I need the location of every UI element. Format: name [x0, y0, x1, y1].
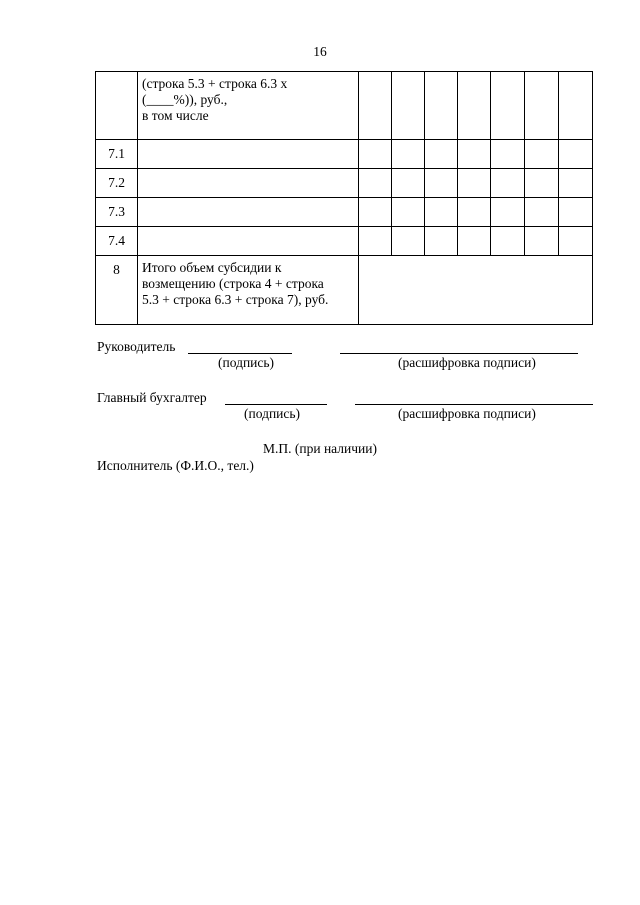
value-cell[interactable] — [491, 72, 525, 140]
value-cell[interactable] — [425, 72, 458, 140]
executor-label: Исполнитель (Ф.И.О., тел.) — [97, 458, 254, 473]
table-row — [96, 140, 593, 169]
row-number: 7.1 — [96, 140, 138, 169]
description-line: в том числе — [142, 108, 209, 123]
value-cell[interactable] — [425, 169, 458, 198]
value-cell[interactable] — [392, 227, 425, 256]
head-decode-caption: (расшифровка подписи) — [398, 355, 536, 370]
value-cell[interactable] — [392, 72, 425, 140]
description-line: 5.3 + строка 6.3 + строка 7), руб. — [142, 292, 329, 307]
description-line: (строка 5.3 + строка 6.3 х — [142, 76, 288, 91]
value-cell[interactable] — [559, 169, 593, 198]
row-number: 7.2 — [96, 169, 138, 198]
head-signature-caption: (подпись) — [218, 355, 275, 370]
table-row — [96, 72, 593, 140]
row-description — [138, 72, 359, 140]
row-description[interactable] — [138, 140, 359, 169]
head-signature-field[interactable] — [188, 353, 292, 354]
value-cell[interactable] — [559, 227, 593, 256]
value-cell[interactable] — [559, 198, 593, 227]
table-row — [96, 227, 593, 256]
head-label: Руководитель — [97, 339, 176, 354]
value-cell[interactable] — [392, 169, 425, 198]
value-cell[interactable] — [458, 227, 491, 256]
row-description[interactable] — [138, 227, 359, 256]
row-number: 8 — [96, 256, 138, 325]
value-cell[interactable] — [525, 169, 559, 198]
value-cell[interactable] — [359, 169, 392, 198]
value-cell[interactable] — [359, 198, 392, 227]
description-line: возмещению (строка 4 + строка — [142, 276, 324, 291]
value-cell[interactable] — [525, 72, 559, 140]
value-cell[interactable] — [425, 140, 458, 169]
table-row — [96, 198, 593, 227]
value-cell[interactable] — [525, 198, 559, 227]
description-line: Итого объем субсидии к — [142, 260, 282, 275]
row-number — [96, 72, 138, 140]
table-row — [96, 256, 593, 325]
value-cell[interactable] — [491, 198, 525, 227]
value-cell[interactable] — [359, 72, 392, 140]
value-cell[interactable] — [392, 198, 425, 227]
accountant-label: Главный бухгалтер — [97, 390, 207, 405]
table-row — [96, 169, 593, 198]
accountant-signature-field[interactable] — [225, 404, 327, 405]
value-cell[interactable] — [559, 72, 593, 140]
stamp-note: М.П. (при наличии) — [263, 441, 377, 456]
value-cell[interactable] — [458, 198, 491, 227]
row-number: 7.3 — [96, 198, 138, 227]
value-cell[interactable] — [392, 140, 425, 169]
row-description — [138, 256, 359, 325]
subsidy-table — [95, 71, 593, 325]
accountant-signature-caption: (подпись) — [244, 406, 301, 421]
value-cell[interactable] — [559, 140, 593, 169]
row-number: 7.4 — [96, 227, 138, 256]
row-description[interactable] — [138, 198, 359, 227]
value-cell[interactable] — [491, 227, 525, 256]
value-cell[interactable] — [359, 140, 392, 169]
head-decode-field[interactable] — [340, 353, 578, 354]
value-cell[interactable] — [525, 140, 559, 169]
value-cell[interactable] — [458, 169, 491, 198]
page-number: 16 — [313, 44, 327, 59]
value-cell[interactable] — [359, 227, 392, 256]
total-value-cell[interactable] — [359, 256, 593, 325]
value-cell[interactable] — [491, 169, 525, 198]
value-cell[interactable] — [425, 198, 458, 227]
row-description[interactable] — [138, 169, 359, 198]
value-cell[interactable] — [458, 140, 491, 169]
description-line: (____%)), руб., — [142, 92, 228, 107]
value-cell[interactable] — [491, 140, 525, 169]
value-cell[interactable] — [458, 72, 491, 140]
accountant-decode-caption: (расшифровка подписи) — [398, 406, 536, 421]
accountant-decode-field[interactable] — [355, 404, 593, 405]
value-cell[interactable] — [425, 227, 458, 256]
value-cell[interactable] — [525, 227, 559, 256]
